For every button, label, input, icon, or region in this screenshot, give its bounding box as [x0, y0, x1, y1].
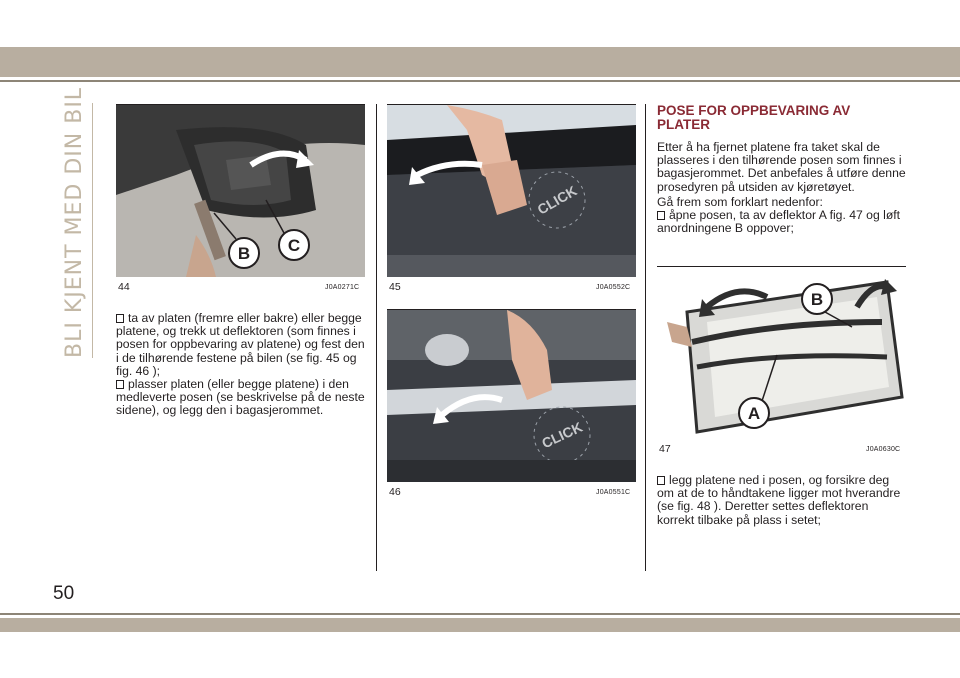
figure-45-code: J0A0552C: [596, 284, 631, 291]
checkbox-icon: [116, 380, 124, 389]
step-intro: Gå frem som forklart nedenfor:: [657, 194, 823, 209]
figure-46-code: J0A0551C: [596, 489, 631, 496]
checkbox-icon: [116, 314, 124, 323]
figure-45-number: 45: [389, 281, 401, 293]
callout-c: C: [287, 236, 301, 255]
figure-44-image: [116, 104, 365, 277]
page-number: 50: [53, 583, 75, 604]
checkbox-icon: [657, 211, 665, 220]
header-band: [0, 47, 960, 77]
figure-44: [116, 104, 365, 294]
figure-45: [387, 104, 636, 294]
left-column-text: [116, 312, 368, 418]
figure-47-code: J0A0630C: [866, 446, 901, 453]
callout-a-47: A: [747, 404, 761, 423]
footer-band: [0, 618, 960, 632]
side-title-rule: [92, 103, 93, 358]
figure-44-number: 44: [118, 281, 130, 293]
step-bullet-2: legg platene ned i posen, og forsikre deg om at de to håndtakene ligger mot hverandre (se fig. 48 ). Deretter settes deflektoren korrekt tilbake på plass i setet;: [657, 473, 901, 527]
figure-46: [387, 309, 636, 499]
column-divider-left: [376, 104, 377, 571]
right-column-text-lower: [657, 474, 907, 527]
footer-rule: [0, 613, 960, 615]
figure-45-image: [387, 104, 636, 277]
step-bullet-1: åpne posen, ta av deflektor A fig. 47 og løft anordningene B oppover;: [657, 208, 901, 236]
figure-46-image: [387, 309, 636, 482]
section-side-title: BLI KJENT MED DIN BIL: [62, 86, 87, 358]
click-label-2: CLICK: [539, 418, 585, 452]
section-heading: POSE FOR OPPBEVARING AV PLATER: [657, 103, 851, 132]
figure-47-number: 47: [659, 443, 671, 455]
right-column-intro: [657, 141, 907, 235]
callout-b: B: [237, 244, 251, 263]
column-divider-right: [645, 104, 646, 571]
figure-47: [657, 266, 906, 456]
instruction-bullet-1: ta av platen (fremre eller bakre) eller begge platene, og trekk ut deflektoren (som finnes i posen for oppbevaring av platene) og fest den i de tilhørende festene på bilen (se fig. 45 og fig. 46 );: [116, 311, 365, 378]
header-rule: [0, 80, 960, 82]
intro-paragraph: Etter å ha fjernet platene fra taket skal de plasseres i den tilhørende posen som finnes i bagasjerommet. Det anbefales å utføre denne prosedyren på utsiden av kjøretøyet.: [657, 140, 906, 194]
click-label: CLICK: [534, 182, 580, 218]
figure-44-code: J0A0271C: [325, 284, 360, 291]
instruction-bullet-2: plasser platen (eller begge platene) i den medleverte posen (se beskrivelse på de neste sidene), og legg den i bagasjerommet.: [116, 377, 365, 418]
checkbox-icon: [657, 476, 665, 485]
callout-b-47: B: [810, 290, 824, 309]
figure-47-image: [657, 266, 906, 439]
figure-46-number: 46: [389, 486, 401, 498]
